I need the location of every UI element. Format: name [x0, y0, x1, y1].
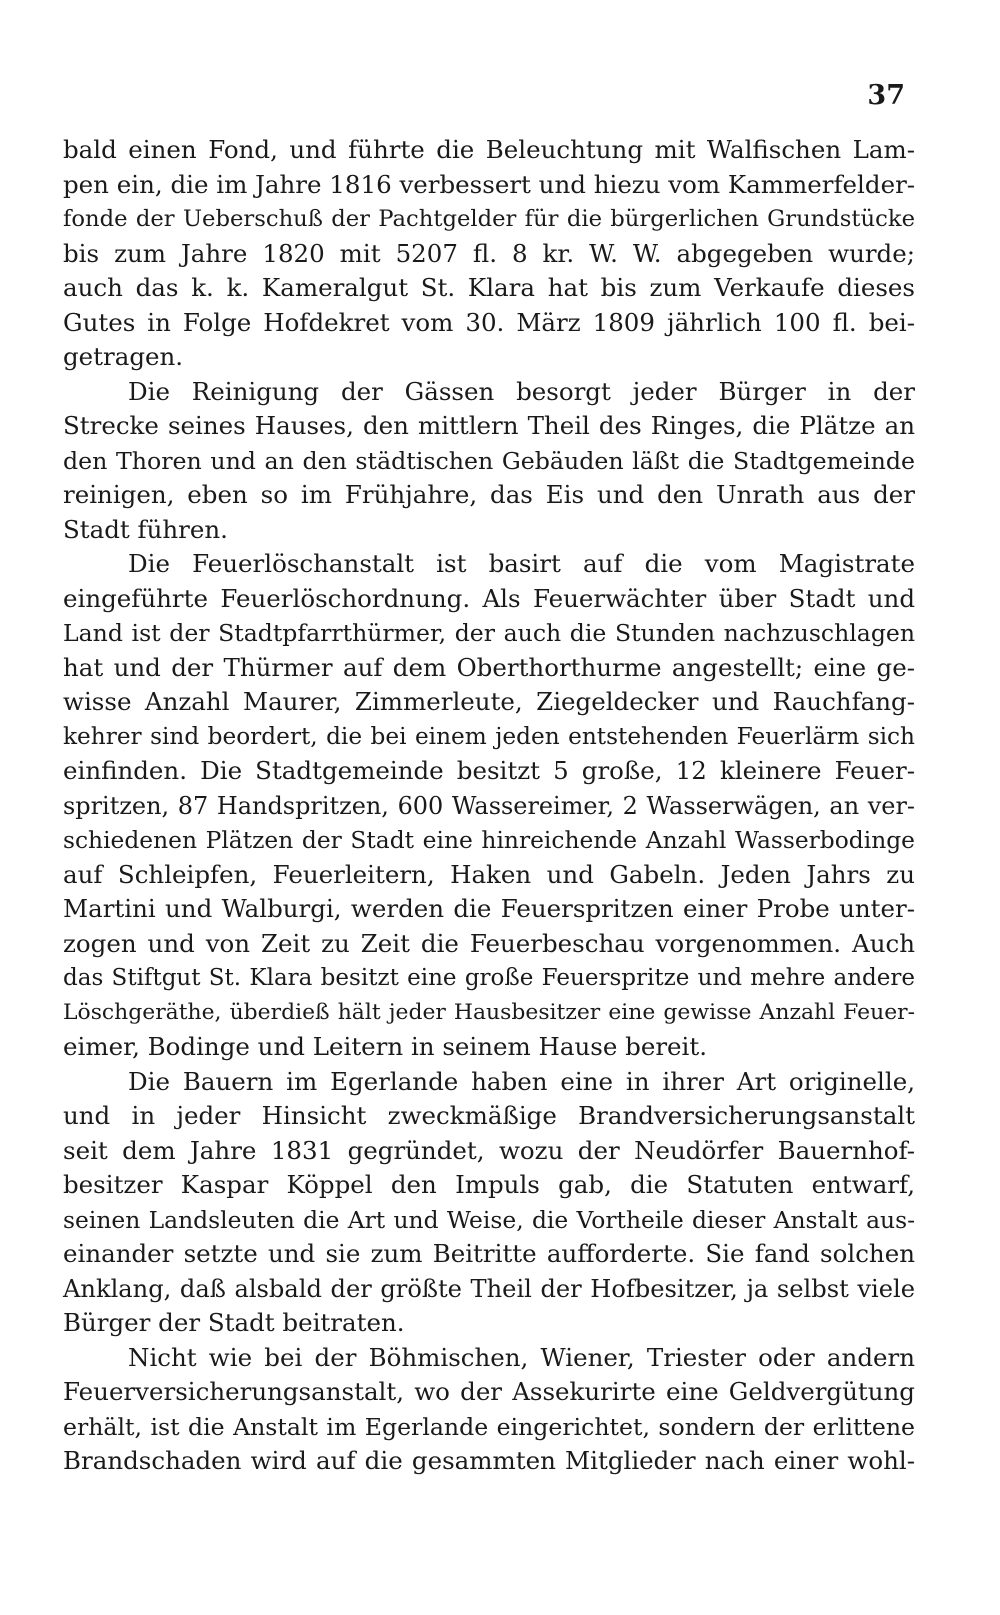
- text-line: zogen und von Zeit zu Zeit die Feuerbeschau vorgenommen. Auch: [63, 928, 915, 958]
- text-line: Feuerversicherungsanstalt, wo der Assekurirte eine Geldvergütung: [63, 1377, 915, 1406]
- text-line: und in jeder Hinsicht zweckmäßige Brandversicherungsanstalt: [63, 1101, 915, 1130]
- text-line: einfinden. Die Stadtgemeinde besitzt 5 große, 12 kleinere Feuer-: [63, 756, 915, 785]
- text-line: bis zum Jahre 1820 mit 5207 fl. 8 kr. W. W. abgegeben wurde;: [63, 238, 915, 268]
- text-line: hat und der Thürmer auf dem Oberthorthurme angestellt; eine ge-: [63, 652, 915, 682]
- text-line: reinigen, eben so im Frühjahre, das Eis und den Unrath aus der: [63, 480, 915, 509]
- text-line: getragen.: [63, 342, 184, 371]
- text-line: Bürger der Stadt beitraten.: [63, 1308, 405, 1337]
- text-line: Brandschaden wird auf die gesammten Mitglieder nach einer wohl-: [63, 1446, 915, 1475]
- text-line: besitzer Kaspar Köppel den Impuls gab, die Statuten entwarf,: [63, 1170, 915, 1199]
- text-line: auch das k. k. Kameralgut St. Klara hat bis zum Verkaufe dieses: [63, 273, 915, 302]
- text-line: Stadt führen.: [63, 514, 228, 544]
- text-line: eimer, Bodinge und Leitern in seinem Hause bereit.: [63, 1032, 708, 1061]
- text-line: schiedenen Plätzen der Stadt eine hinreichende Anzahl Wasserbodinge: [63, 826, 915, 854]
- text-line: Nicht wie bei der Böhmischen, Wiener, Triester oder andern: [128, 1342, 915, 1372]
- text-line: das Stiftgut St. Klara besitzt eine große Feuerspritze und mehre andere: [63, 965, 915, 991]
- text-line: Gutes in Folge Hofdekret vom 30. März 1809 jährlich 100 fl. bei-: [63, 307, 915, 337]
- text-line: spritzen, 87 Handspritzen, 600 Wassereimer, 2 Wasserwägen, an ver-: [63, 791, 915, 820]
- text-line: den Thoren und an den städtischen Gebäuden läßt die Stadtgemeinde: [63, 446, 915, 475]
- text-line: Die Feuerlöschanstalt ist basirt auf die vom Magistrate: [128, 549, 915, 578]
- text-line: Die Reinigung der Gässen besorgt jeder Bürger in der: [128, 376, 915, 406]
- text-line: eingeführte Feuerlöschordnung. Als Feuerwächter über Stadt und: [63, 583, 915, 613]
- text-line: Anklang, daß alsbald der größte Theil der Hofbesitzer, ja selbst viele: [63, 1274, 915, 1303]
- text-line: Strecke seines Hauses, den mittlern Theil des Ringes, die Plätze an: [63, 411, 915, 440]
- text-line: seit dem Jahre 1831 gegründet, wozu der Neudörfer Bauernhof-: [63, 1135, 915, 1165]
- text-line: wisse Anzahl Maurer, Zimmerleute, Ziegeldecker und Rauchfang-: [63, 687, 915, 716]
- text-line: einander setzte und sie zum Beitritte aufforderte. Sie fand solchen: [63, 1239, 915, 1268]
- body-text: [63, 133, 915, 1479]
- paragraph-street-cleaning: [63, 375, 915, 548]
- text-line: Löschgeräthe, überdieß hält jeder Hausbesitzer eine gewisse Anzahl Feuer-: [63, 999, 915, 1025]
- paragraph-street-lighting: [63, 133, 915, 375]
- text-line: seinen Landsleuten die Art und Weise, die Vortheile dieser Anstalt aus-: [63, 1205, 915, 1234]
- text-line: fonde der Ueberschuß der Pachtgelder für die bürgerlichen Grundstücke: [63, 206, 915, 232]
- paragraph-fire-brigade: [63, 547, 915, 1065]
- text-line: Land ist der Stadtpfarrthürmer, der auch die Stunden nachzuschlagen: [63, 619, 915, 647]
- text-line: erhält, ist die Anstalt im Egerlande eingerichtet, sondern der erlittene: [63, 1412, 915, 1441]
- paragraph-insurance-comparison: [63, 1341, 915, 1479]
- text-line: pen ein, die im Jahre 1816 verbessert und hiezu vom Kammerfelder-: [63, 169, 916, 199]
- text-line: bald einen Fond, und führte die Beleuchtung mit Walfischen Lam-: [63, 135, 915, 164]
- text-line: Die Bauern im Egerlande haben eine in ihrer Art originelle,: [128, 1066, 915, 1096]
- text-line: auf Schleipfen, Feuerleitern, Haken und Gabeln. Jeden Jahrs zu: [63, 859, 915, 889]
- text-line: Martini und Walburgi, werden die Feuerspritzen einer Probe unter-: [63, 894, 915, 923]
- page-number: 37: [867, 80, 905, 111]
- text-line: kehrer sind beordert, die bei einem jeden entstehenden Feuerlärm sich: [63, 722, 915, 750]
- paragraph-fire-insurance: [63, 1065, 915, 1341]
